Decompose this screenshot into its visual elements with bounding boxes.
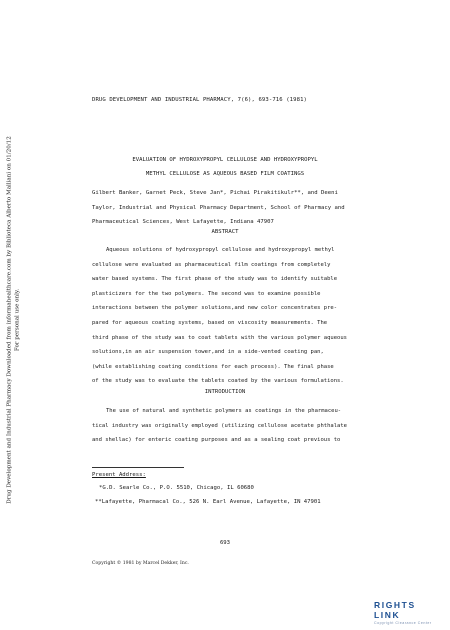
abstract-line: interactions between the polymer solutions,and new color concentrates pre- [92, 305, 338, 312]
abstract-line: water based systems. The first phase of the study was to identify suitable [92, 276, 338, 283]
paper-title-line-1: EVALUATION OF HYDROXYPROPYL CELLULOSE AND HYDROXYPROPYL [132, 157, 318, 163]
author-line-2: Taylor, Industrial and Physical Pharmacy Department, School of Pharmacy and [92, 204, 345, 211]
introduction-line: tical industry was originally employed (utilizing cellulose acetate phthalate [92, 422, 347, 429]
running-head: DRUG DEVELOPMENT AND INDUSTRIAL PHARMACY, 7(6), 693-716 (1981) [92, 97, 307, 103]
author-line-3: Pharmaceutical Sciences, West Lafayette, Indiana 47907 [92, 219, 274, 225]
abstract-line: solutions,in an air suspension tower,and in a side-vented coating pan, [92, 349, 324, 356]
rightslink-tagline: Copyright Clearance Center [374, 621, 432, 625]
abstract-line: plasticizers for the two polymers. The second was to examine possible [92, 290, 321, 297]
footnote-2: **Lafayette, Pharmacal Co., 526 N. Earl Avenue, Lafayette, IN 47901 [95, 499, 321, 505]
introduction-line: The use of natural and synthetic polymers as coatings in the pharmaceu- [106, 408, 342, 414]
abstract-line: cellulose were evaluated as pharmaceutical film coatings from completely [92, 261, 331, 268]
rightslink-logo[interactable] [374, 600, 444, 625]
abstract-line: Aqueous solutions of hydroxypropyl cellulose and hydroxypropyl methyl [106, 247, 335, 253]
abstract-line: third phase of the study was to coat tablets with the various polymer aqueous [92, 334, 347, 341]
abstract-heading: ABSTRACT [211, 229, 239, 235]
paper-title-line-2: METHYL CELLULOSE AS AQUEOUS BASED FILM COATINGS [145, 171, 305, 177]
introduction-heading: INTRODUCTION [204, 389, 246, 395]
introduction-line: and shellac) for enteric coating purposes and as a sealing coat previous to [92, 437, 341, 444]
introduction-body [92, 404, 384, 448]
author-line-1: Gilbert Banker, Garnet Peck, Steve Jan*, Pichai Pirakitikulr**, and Deeni [92, 190, 338, 196]
abstract-body [92, 243, 384, 389]
abstract-line: (while establishing coating conditions for each process). The final phase [92, 363, 334, 370]
download-notice-line-2: For personal use only. [14, 288, 20, 352]
footnote-rule [92, 467, 184, 468]
abstract-line: of the study was to evaluate the tablets coated by the various formulations. [92, 378, 344, 385]
rightslink-logo-text: RIGHTS LINK [374, 600, 416, 620]
page-number: 693 [219, 540, 231, 546]
abstract-line: pared for aqueous coating systems, based on viscosity measurements. The [92, 319, 328, 326]
footnote-heading: Present Address: [92, 472, 146, 478]
footnote-1: *G.D. Searle Co., P.O. 5510, Chicago, IL 60680 [99, 485, 254, 491]
download-notice-line-1: Drug Development and Industrial Pharmacy Downloaded from informahealthcare.com by Biblioteca Alberto Malliani on 01/20/12 [6, 136, 13, 504]
copyright-notice: Copyright © 1981 by Marcel Dekker, Inc. [92, 561, 189, 566]
author-block [92, 186, 382, 230]
